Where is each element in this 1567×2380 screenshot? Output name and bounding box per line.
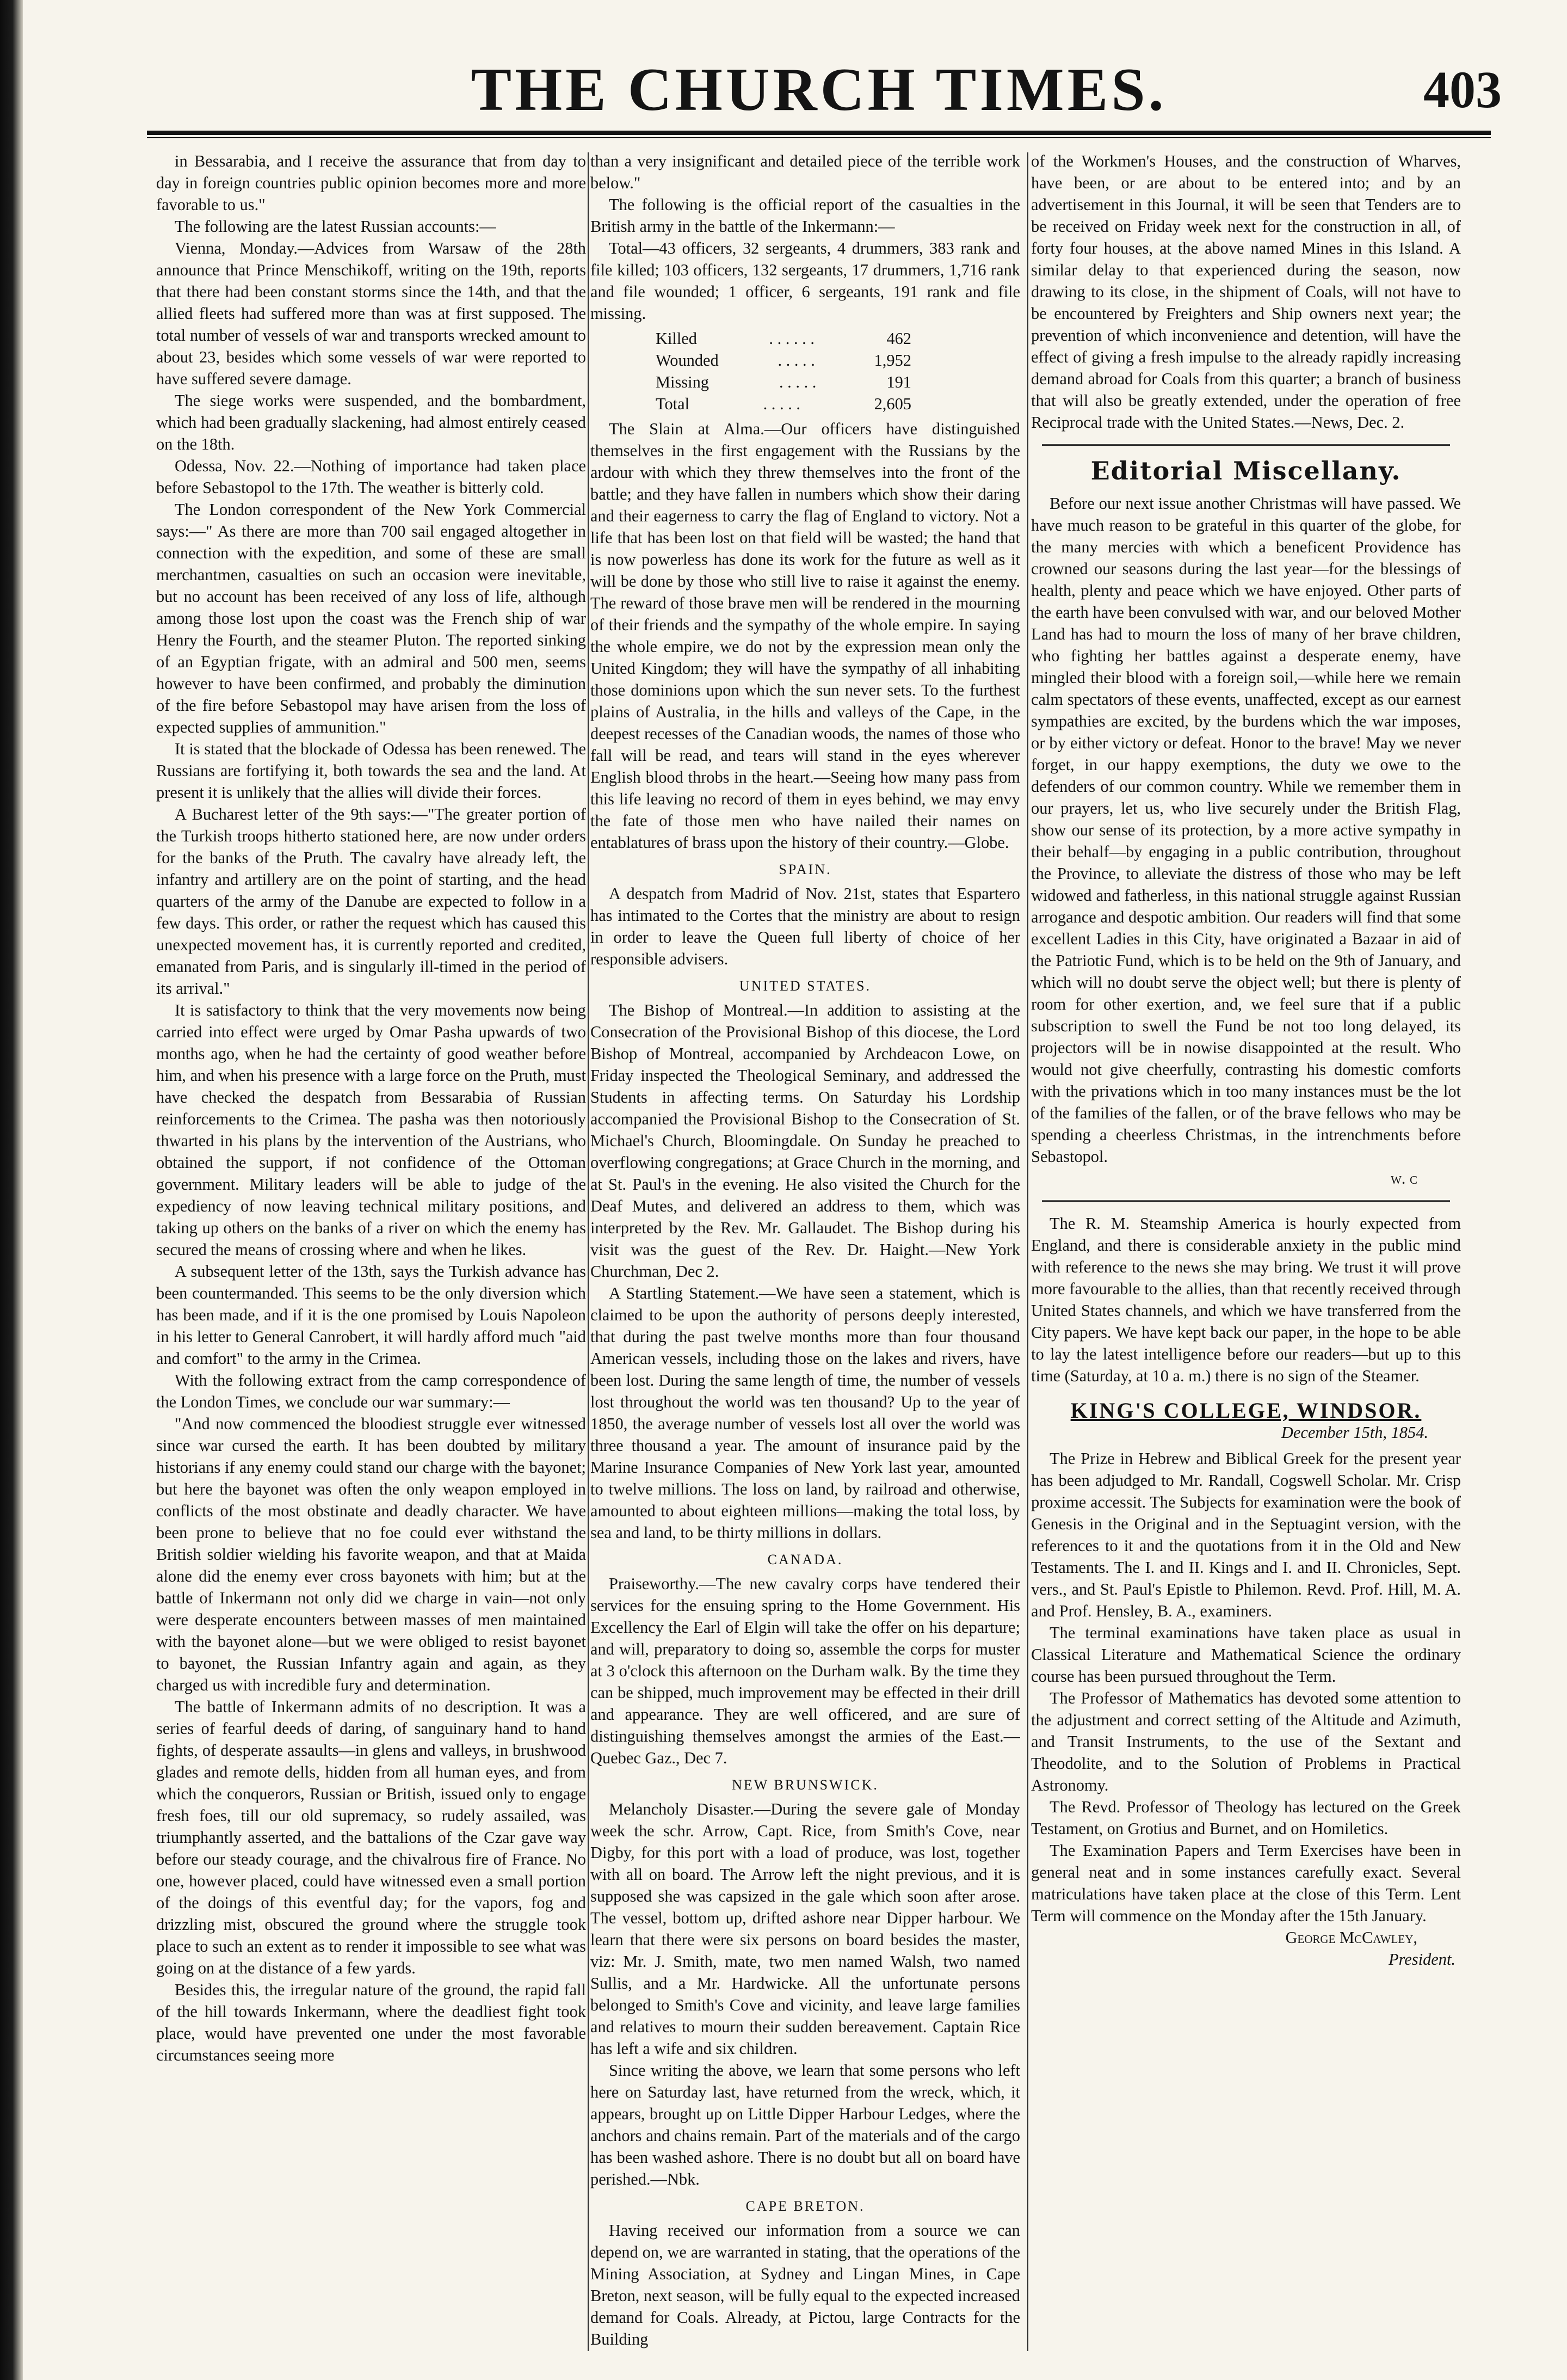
section-heading: UNITED STATES. xyxy=(739,978,872,994)
column-divider xyxy=(1027,152,1028,2351)
table-row xyxy=(656,349,911,371)
article-paragraph: than a very insignificant and detailed piece of the terrible work below." xyxy=(590,152,1020,192)
row-value: 1,952 xyxy=(874,351,911,370)
article-paragraph: The Examination Papers and Term Exercises have been in general neat and in some instances carefully exact. Several matriculations have taken place at the close of this Term. Lent Term will commence on the Monday after the 15th January. xyxy=(1031,1841,1461,1925)
leader-dots: . . . . . xyxy=(778,351,815,370)
article-separator xyxy=(1042,444,1450,446)
article-paragraph: The siege works were suspended, and the bombardment, which had been gradually slackening, had almost entirely ceased on the 18th. xyxy=(156,391,586,453)
header-rule-thin xyxy=(147,137,1491,138)
leader-dots: . . . . . xyxy=(779,373,817,391)
column-3 xyxy=(1031,150,1461,2360)
article-paragraph: The following is the official report of the casualties in the British army in the battle of the Inkermann:— xyxy=(590,195,1020,236)
casualty-table xyxy=(656,328,911,415)
column-1 xyxy=(156,150,586,2360)
article-paragraph: A despatch from Madrid of Nov. 21st, states that Espartero has intimated to the Cortes that the ministry are about to resign in order to leave the Queen full liberty of choice of her responsible advisers. xyxy=(590,884,1020,968)
row-value: 2,605 xyxy=(874,395,911,413)
signature: w. c xyxy=(1390,1169,1417,1188)
article-paragraph: The London correspondent of the New York Commercial says:—" As there are more than 700 sail engaged altogether in connection with the expedition, and some of these are small merchantmen, casualties on such an occasion were inevitable, but no account has been received of any loss of life, although among those lost upon the coast was the French ship of war Henry the Fourth, and the steamer Pluton. The reported sinking of an Egyptian frigate, with an admiral and 500 men, seems however to have been confirmed, and probably the diminution of the fire before Sebastopol may have arisen from the loss of expected supplies of ammunition." xyxy=(156,500,586,736)
article-paragraph: The R. M. Steamship America is hourly expected from England, and there is considerable anxiety in the public mind with reference to the news she may bring. We trust it will prove more favourable to the allies, than that recently received through United States channels, and which we have transferred from the City papers. We have kept back our paper, in the hope to be able to lay the latest intelligence before our readers—but up to this time (Saturday, at 10 a. m.) there is no sign of the Steamer. xyxy=(1031,1214,1461,1385)
dateline: December 15th, 1854. xyxy=(1281,1423,1428,1442)
article-paragraph: A Bucharest letter of the 9th says:—"The greater portion of the Turkish troops hitherto stationed here, are now under orders for the banks of the Pruth. The cavalry have already left, the infantry and artillery are on the point of starting, and the head quarters of the army of the Danube are expected to follow in a few days. This order, or rather the request which has caused this unexpected movement has, it is currently reported and credited, emanated from Paris, and is singularly ill-timed in the period of its arrival." xyxy=(156,805,586,998)
article-paragraph: Besides this, the irregular nature of the ground, the rapid fall of the hill towards Inkermann, where the deadliest fight took place, would have prevented one under the most favorable circumstances seeing more xyxy=(156,1981,586,2064)
article-paragraph: The Professor of Mathematics has devoted some attention to the adjustment and correct setting of the Altitude and Azimuth, and Transit Instruments, to the use of the Sextant and Theodolite, and to the Solution of Problems in Practical Astronomy. xyxy=(1031,1689,1461,1794)
row-value: 462 xyxy=(886,329,911,348)
header-rule xyxy=(147,131,1491,135)
section-heading: KING'S COLLEGE, WINDSOR. xyxy=(1070,1398,1422,1423)
leader-dots: . . . . . . xyxy=(769,329,815,348)
article-paragraph: Total—43 officers, 32 sergeants, 4 drummers, 383 rank and file killed; 103 officers, 132 sergeants, 17 drummers, 1,716 rank and file wounded; 1 officer, 6 sergeants, 191 rank and file missing. xyxy=(590,239,1020,323)
article-paragraph: Odessa, Nov. 22.—Nothing of importance had taken place before Sebastopol to the 17th. The weather is bitterly cold. xyxy=(156,457,586,497)
article-paragraph: The following are the latest Russian accounts:— xyxy=(175,217,496,236)
article-paragraph: Since writing the above, we learn that some persons who left here on Saturday last, have returned from the wreck, which, it appears, brought up on Little Dipper Harbour Ledges, where the anchors and chains remain. Part of the materials and of the cargo has been washed ashore. There is no doubt but all on board have perished.—Nbk. xyxy=(590,2061,1020,2188)
article-paragraph: Before our next issue another Christmas will have passed. We have much reason to be grateful in this quarter of the globe, for the many mercies with which a beneficent Providence has crowned our seasons during the last year—for the blessings of health, plenty and peace which we have enjoyed. Other parts of the earth have been convulsed with war, and our beloved Mother Land has had to mourn the loss of many of her brave children, who fighting her battles against a desperate enemy, have mingled their blood with a foreign soil,—while here we remain calm spectators of these events, unaffected, except as our earnest sympathies are excited, by the burdens which the war imposes, or by either victory or defeat. Honor to the brave! May we never forget, in our happy exemptions, the duty we owe to the defenders of our common country. While we remember them in our prayers, let us, who live securely under the British Flag, show our sense of its protection, by a more active sympathy in their behalf—by engaging in a public contribution, throughout the Province, to alleviate the distress of those who may be left widowed and fatherless, in this national struggle against Russian arrogance and despotic ambition. Our readers will find that some excellent Ladies in this City, have originated a Bazaar in aid of the Patriotic Fund, which is to be held on the 9th of January, and which will no doubt serve the object well; but there is plenty of room for other exertion, and, we feel sure that if a public subscription to swell the Fund be not too long delayed, its projectors will be in nowise disappointed at the result. Who would not give cheerfully, contrasting his domestic comforts with the privations which in too many instances must be the lot of the families of the fallen, or of the brave fellows who may be spending a cheerless Christmas, in the intrenchments before Sebastopol. xyxy=(1031,494,1461,1166)
article-paragraph: of the Workmen's Houses, and the construction of Wharves, have been, or are about to be entered into; and by an advertisement in this Journal, it will be seen that Tenders are to be received on Friday week next for the construction in all, of forty four houses, at the above named Mines in this Island. A similar delay to that experienced during the season, now drawing to its close, in the shipment of Coals, will not have to be encountered by Freighters and Ship owners next year; the prevention of which inconvenience and detention, will have the effect of giving a fresh impulse to the already rapidly increasing demand abroad for Coals from this quarter; a branch of business that will also be greatly extended, under the operation of free Reciprocal trade with the United States.—News, Dec. 2. xyxy=(1031,152,1461,432)
article-paragraph: With the following extract from the camp correspondence of the London Times, we conclude our war summary:— xyxy=(156,1371,586,1411)
section-heading: SPAIN. xyxy=(779,862,832,877)
section-heading: NEW BRUNSWICK. xyxy=(732,1777,879,1793)
signature-title: President. xyxy=(1389,1950,1455,1969)
row-label: Killed xyxy=(656,329,697,348)
editorial-heading: Editorial Miscellany. xyxy=(1090,456,1402,485)
row-label: Total xyxy=(656,395,690,413)
article-paragraph: Melancholy Disaster.—During the severe gale of Monday week the schr. Arrow, Capt. Rice, from Smith's Cove, near Digby, for this port with a load of produce, was lost, together with all on board. The Arrow left the night previous, and it is supposed she was capsized in the gale which soon after arose. The vessel, bottom up, drifted ashore near Dipper harbour. We learn that there were six persons on board besides the master, viz: Mr. J. Smith, mate, two men named Walsh, two named Sullis, and a Mr. Hardwicke. All the unfortunate persons belonged to Smith's Cove and vicinity, and leave large families and relatives to mourn their sudden bereavement. Captain Rice has left a wife and six children. xyxy=(590,1800,1020,2058)
article-paragraph: "And now commenced the bloodiest struggle ever witnessed since war cursed the earth. It has been doubted by military historians if any enemy could stand our charge with the bayonet; but here the bayonet was often the only weapon employed in conflicts of the most obstinate and deadly character. We have been prone to believe that no foe could ever withstand the British soldier wielding his favorite weapon, and that at Maida alone did the enemy ever cross bayonets with him; but at the battle of Inkermann not only did we charge in vain—not only were desperate encounters between masses of men maintained with the bayonet alone—but we were obliged to resist bayonet to bayonet, the Russian Infantry again and again, as they charged us with incredible fury and determination. xyxy=(156,1415,586,1694)
article-paragraph: A Startling Statement.—We have seen a statement, which is claimed to be upon the authority of persons deeply interested, that during the past twelve months more than four thousand American vessels, including those on the lakes and rivers, have been lost. During the same length of time, the number of vessels lost throughout the world was ten thousand? Up to the year of 1850, the average number of vessels lost all over the world was three thousand a year. The amount of insurance paid by the Marine Insurance Companies of New York last year, amounted to twelve millions. The loss on land, by railroad and otherwise, amounted to about eighteen millions—making the total loss, by sea and land, to be thirty millions in dollars. xyxy=(590,1284,1020,1542)
article-paragraph: Having received our information from a source we can depend on, we are warranted in stating, that the operations of the Mining Association, at Sydney and Lingan Mines, in Cape Breton, next season, will be fully equal to the expected increased demand for Coals. Already, at Pictou, large Contracts for the Building xyxy=(590,2221,1020,2348)
row-value: 191 xyxy=(886,373,911,391)
binding-spine xyxy=(0,0,23,2380)
article-paragraph: in Bessarabia, and I receive the assurance that from day to day in foreign countries public opinion becomes more and more favorable to us." xyxy=(156,152,586,214)
newspaper-title: THE CHURCH TIMES. xyxy=(471,56,1167,124)
article-paragraph: Praiseworthy.—The new cavalry corps have tendered their services for the ensuing spring to the Home Government. His Excellency the Earl of Elgin will take the offer on his departure; and will, preparatory to doing so, assemble the corps for muster at 3 o'clock this afternoon on the Durham walk. By the time they can be shipped, much improvement may be effected in their drill and appearance. They are well officered, and are sure of distinguishing themselves amongst the armies of the East.—Quebec Gaz., Dec 7. xyxy=(590,1575,1020,1767)
row-label: Missing xyxy=(656,373,709,391)
leader-dots: . . . . . xyxy=(763,395,800,413)
table-row xyxy=(656,393,911,415)
section-heading: CANADA. xyxy=(767,1552,843,1567)
article-paragraph: It is satisfactory to think that the very movements now being carried into effect were urged by Omar Pasha upwards of two months ago, when he had the certainty of good weather before him, and when his presence with a large force on the Pruth, must have checked the despatch from Bessarabia of Russian reinforcements to the Crimea. The pasha was then notoriously thwarted in his plans by the intervention of the Austrians, who obtained the support, if not confidence of the Ottoman government. Military leaders will be able to judge of the expediency of now leaving technical military positions, and taking up others on the banks of a river on which the enemy has secured the means of crossing where and when he likes. xyxy=(156,1001,586,1259)
table-row xyxy=(656,371,911,393)
article-paragraph: A subsequent letter of the 13th, says the Turkish advance has been countermanded. This seems to be the only diversion which has been made, and if it is the one promised by Louis Napoleon in his letter to General Canrobert, it will hardly afford much "aid and comfort" to the army in the Crimea. xyxy=(156,1262,586,1368)
signature: George McCawley, xyxy=(1285,1928,1417,1947)
article-paragraph: The terminal examinations have taken place as usual in Classical Literature and Mathematical Science the ordinary course has been pursued throughout the Term. xyxy=(1031,1623,1461,1686)
column-divider xyxy=(588,152,589,2351)
article-paragraph: The battle of Inkermann admits of no description. It was a series of fearful deeds of daring, of sanguinary hand to hand fights, of desperate assaults—in glens and valleys, in brushwood glades and remote dells, hidden from all human eyes, and from which the conquerors, Russian or British, issued only to engage fresh foes, till our old supremacy, so rudely assailed, was triumphantly asserted, and the battalions of the Czar gave way before our steady courage, and the chivalrous fire of France. No one, however placed, could have witnessed even a small portion of the doings of this eventful day; for the vapors, fog and drizzling mist, obscured the ground where the struggle took place to such an extent as to render it impossible to see what was going on at the distance of a few yards. xyxy=(156,1698,586,1977)
masthead xyxy=(158,56,1502,124)
table-row xyxy=(656,328,911,349)
article-paragraph: The Prize in Hebrew and Biblical Greek for the present year has been adjudged to Mr. Randall, Cogswell Scholar. Mr. Crisp proxime accessit. The Subjects for examination were the book of Genesis in the Original and in the Septuagint version, with the references to it and the quotations from it in the Old and New Testaments. The I. and II. Kings and I. and II. Chronicles, Sept. vers., and St. Paul's Epistle to Philemon. Revd. Prof. Hill, M. A. and Prof. Hensley, B. A., examiners. xyxy=(1031,1449,1461,1620)
column-2 xyxy=(590,150,1020,2360)
page-number: 403 xyxy=(1423,60,1502,119)
article-separator xyxy=(1042,1200,1450,1202)
article-paragraph: The Slain at Alma.—Our officers have distinguished themselves in the first engagement with the Russians by the ardour with which they threw themselves into the front of the battle; and they have fallen in numbers which show their daring and their eagerness to carry the flag of England to victory. Not a life that has been lost on that field will be wasted; the hand that is now powerless has done its work for the future as well as it will be done by those who still live to raise it against the enemy. The reward of those brave men will be rendered in the mourning of their friends and the sympathy of the whole empire. In saying the whole empire, we do not by the expression mean only the United Kingdom; they will have the sympathy of all inhabiting those dominions upon which the sun never sets. To the furthest plains of Australia, in the hills and valleys of the Cape, in the deepest recesses of the Canadian woods, the names of those who fall will be read, and tears will stand in the eyes wherever English blood throbs in the heart.—Seeing how many pass from this life leaving no record of them in eyes behind, we may envy the fate of those men who have nailed their names on entablatures of brass upon the history of their country.—Globe. xyxy=(590,420,1020,852)
article-paragraph: It is stated that the blockade of Odessa has been renewed. The Russians are fortifying it, both towards the sea and the land. At present it is unlikely that the allies will divide their forces. xyxy=(156,740,586,802)
article-paragraph: Vienna, Monday.—Advices from Warsaw of the 28th announce that Prince Menschikoff, writing on the 19th, reports that there had been constant storms since the 14th, and that the allied fleets had suffered more than was at first supposed. The total number of vessels of war and transports wrecked amount to about 23, besides which some vessels of war were reported to have suffered severe damage. xyxy=(156,239,586,388)
row-label: Wounded xyxy=(656,351,719,370)
article-paragraph: The Revd. Professor of Theology has lectured on the Greek Testament, on Grotius and Burnet, and on Homiletics. xyxy=(1031,1798,1461,1838)
section-heading: CAPE BRETON. xyxy=(745,2198,865,2214)
article-paragraph: The Bishop of Montreal.—In addition to assisting at the Consecration of the Provisional Bishop of this diocese, the Lord Bishop of Montreal, accompanied by Archdeacon Lowe, on Friday inspected the Theological Seminary, and addressed the Students in affecting terms. On Saturday his Lordship accompanied the Provisional Bishop to the Consecration of St. Michael's Church, Bloomingdale. On Sunday he preached to overflowing congregations; at Grace Church in the morning, and at St. Paul's in the evening. He also visited the Church for the Deaf Mutes, and delivered an address to them, which was interpreted by the Rev. Mr. Gallaudet. The Bishop during his visit was the guest of the Rev. Dr. Haight.—New York Churchman, Dec 2. xyxy=(590,1001,1020,1281)
